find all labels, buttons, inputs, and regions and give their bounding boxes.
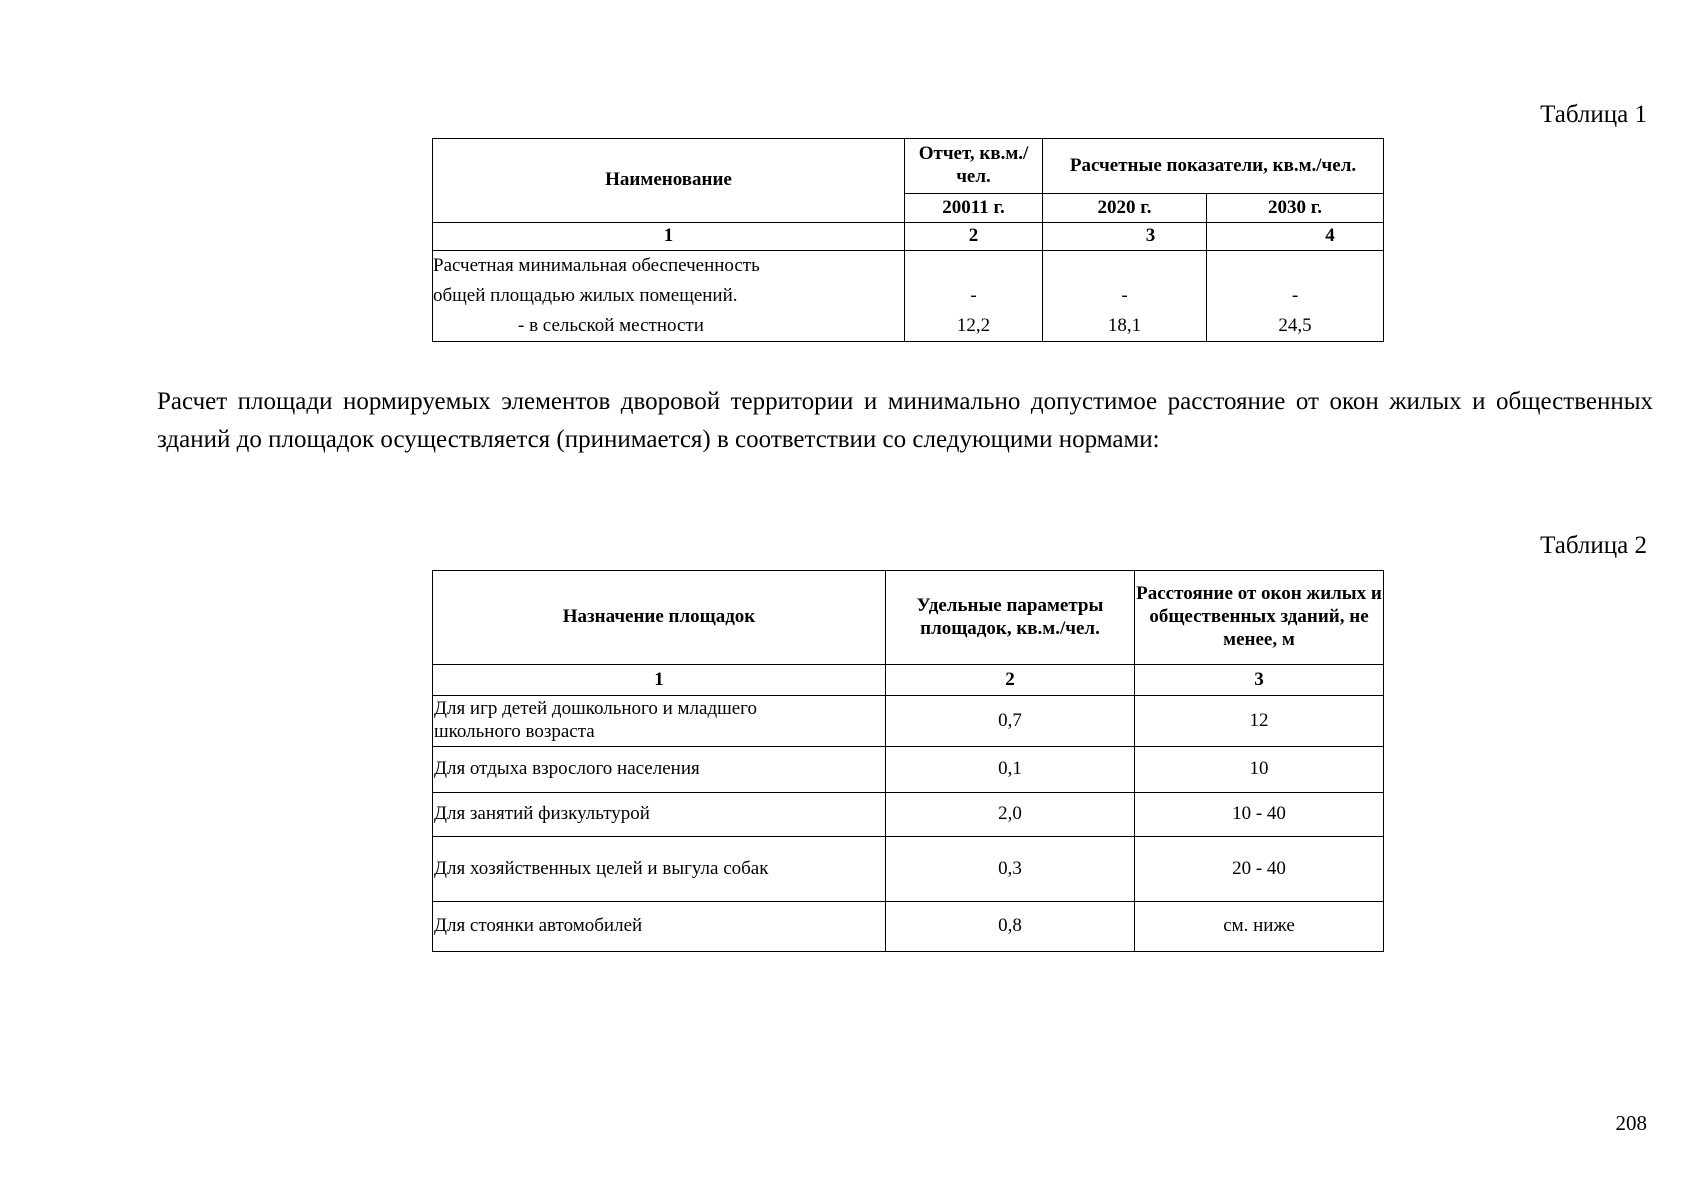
t2-distance: 20 - 40 xyxy=(1135,837,1384,902)
t1-dash: - xyxy=(1121,285,1128,306)
t2-distance: 10 xyxy=(1135,747,1384,793)
t1-value: 24,5 xyxy=(1278,315,1312,336)
t2-header-distance: Расстояние от окон жилых и общественных зданий, не менее, м xyxy=(1135,571,1384,665)
t1-col-number: 1 xyxy=(433,223,905,251)
table1 xyxy=(432,138,1384,342)
t1-value: 12,2 xyxy=(956,315,991,336)
t2-col-number: 3 xyxy=(1135,665,1384,696)
table1-caption: Таблица 1 xyxy=(1540,101,1647,128)
t2-purpose: Для игр детей дошкольного и младшего школьного возраста xyxy=(433,696,886,747)
t1-row-label-line: - в сельской местности xyxy=(518,315,704,336)
t1-row-label xyxy=(433,251,905,342)
table-row xyxy=(433,837,1384,902)
t2-col-number: 1 xyxy=(433,665,886,696)
t2-col-number: 2 xyxy=(886,665,1135,696)
t2-param: 2,0 xyxy=(886,793,1135,837)
t1-col-number: 3 xyxy=(1043,223,1207,251)
t2-header-purpose: Назначение площадок xyxy=(433,571,886,665)
t2-purpose: Для отдыха взрослого населения xyxy=(433,747,886,793)
body-paragraph: Расчет площади нормируемых элементов дворовой территории и минимально допустимое расстояние от окон жилых и общественных зданий до площадок осуществляется (принимается) в соответствии со следующими нормами: xyxy=(157,388,1653,453)
t1-header-name: Наименование xyxy=(433,139,905,223)
t2-purpose: Для стоянки автомобилей xyxy=(433,902,886,952)
table2-caption: Таблица 2 xyxy=(1540,532,1647,559)
t1-cell-2030 xyxy=(1207,251,1384,342)
t1-value: 18,1 xyxy=(1107,315,1142,336)
t2-param: 0,1 xyxy=(886,747,1135,793)
t2-purpose: Для хозяйственных целей и выгула собак xyxy=(433,837,886,902)
t2-distance: 12 xyxy=(1135,696,1384,747)
t1-header-report: Отчет, кв.м./чел. xyxy=(905,139,1043,194)
t2-distance: 10 - 40 xyxy=(1135,793,1384,837)
table-row xyxy=(433,696,1384,747)
t1-header-year-report: 20011 г. xyxy=(905,194,1043,223)
t1-dash: - xyxy=(970,285,977,306)
t1-header-year-2030: 2030 г. xyxy=(1207,194,1384,223)
table2 xyxy=(432,570,1384,952)
t2-param: 0,7 xyxy=(886,696,1135,747)
t1-cell-report xyxy=(905,251,1043,342)
t2-param: 0,3 xyxy=(886,837,1135,902)
t1-dash: - xyxy=(1291,285,1299,306)
t1-col-number: 4 xyxy=(1207,223,1384,251)
t1-header-calc: Расчетные показатели, кв.м./чел. xyxy=(1043,139,1384,194)
t1-cell-2020 xyxy=(1043,251,1207,342)
table-row xyxy=(433,747,1384,793)
t2-distance: см. ниже xyxy=(1135,902,1384,952)
page-number: 208 xyxy=(1615,1111,1647,1135)
t1-row-label-line: Расчетная минимальная обеспеченность xyxy=(433,255,760,276)
t1-col-number: 2 xyxy=(905,223,1043,251)
t2-purpose: Для занятий физкультурой xyxy=(433,793,886,837)
t2-param: 0,8 xyxy=(886,902,1135,952)
table-row xyxy=(433,902,1384,952)
table-row xyxy=(433,793,1384,837)
t2-header-param: Удельные параметры площадок, кв.м./чел. xyxy=(886,571,1135,665)
t1-row-label-line: общей площадью жилых помещений. xyxy=(433,285,738,306)
t1-header-year-2020: 2020 г. xyxy=(1043,194,1207,223)
